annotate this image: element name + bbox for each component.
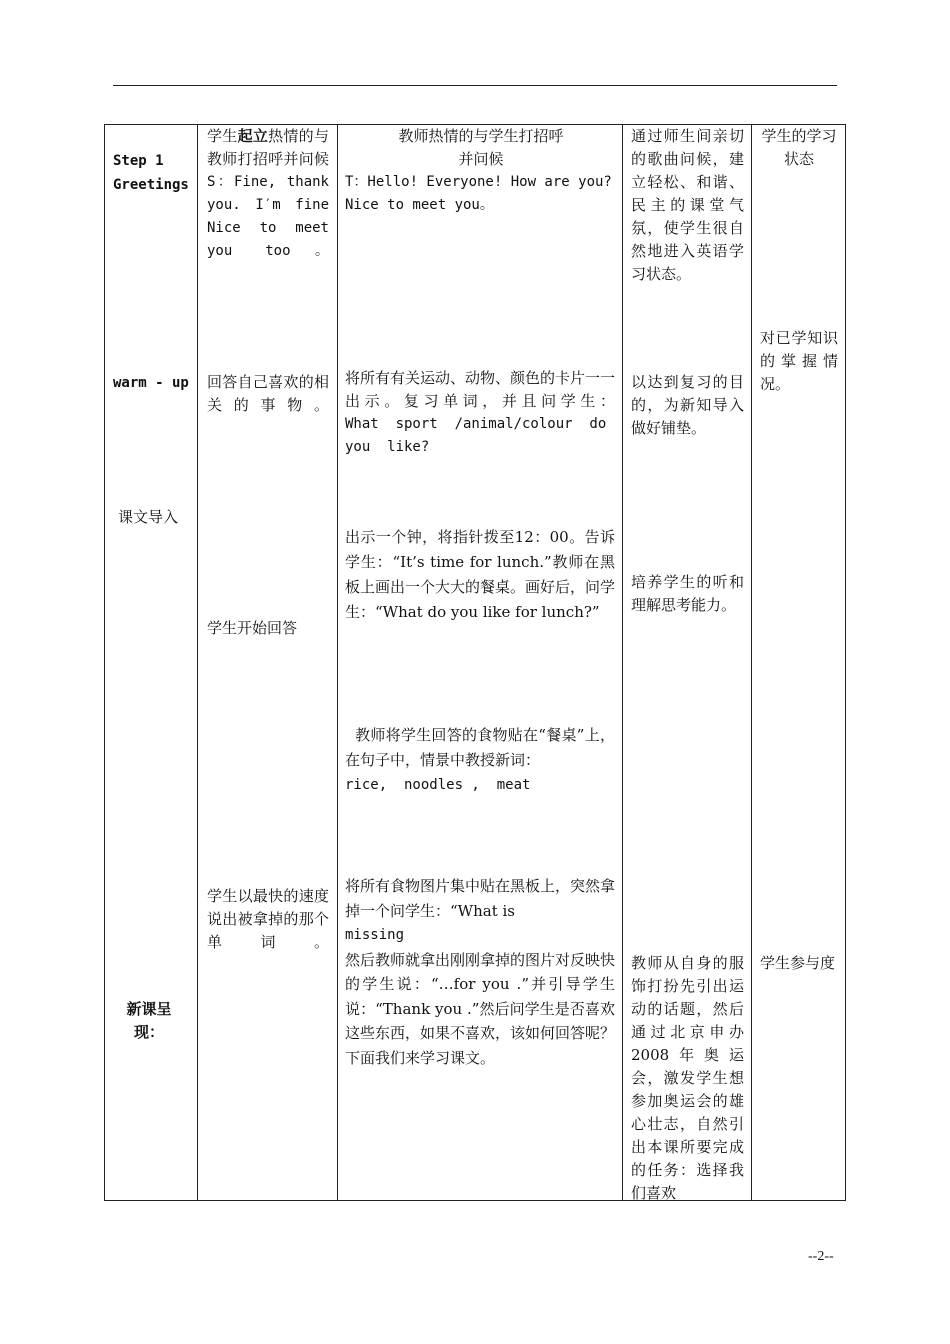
column-divider — [622, 124, 623, 1201]
newlesson-label: 新课呈 现： — [126, 1000, 172, 1041]
warmup-teacher-activity: 将所有有关运动、动物、颜色的卡片一一出示。复习单词，并且问学生： What sport /animal/colour do you like? — [345, 369, 616, 455]
warmup-purpose: 以达到复习的目的，为新知导入做好铺垫。 — [631, 373, 744, 437]
column-divider — [337, 124, 338, 1201]
intro-label: 课文导入 — [118, 508, 179, 526]
warmup-evaluation: 对已学知识的掌握情况。 — [760, 329, 838, 393]
intro-purpose: 培养学生的听和理解思考能力。 — [631, 573, 744, 614]
column-divider — [197, 124, 198, 1201]
intro-student-activity: 学生开始回答 — [207, 619, 298, 637]
newlesson-student-activity: 学生以最快的速度说出被拿掉的那个单词。 — [207, 887, 329, 951]
step-purpose: 通过师生间亲切的歌曲问候，建立轻松、和谐、民主的课堂气氛，使学生很自然地进入英语学习状态。 — [631, 127, 744, 283]
warmup-label: warm - up — [113, 375, 189, 391]
newlesson-purpose: 教师从自身的服饰打扮先引出运动的话题，然后通过北京申办2008年奥运会，激发学生想参加奥运会的雄心壮志，自然引出本课所要完成的任务：选择我们喜欢 — [631, 954, 744, 1202]
page-number: --2-- — [808, 1249, 834, 1264]
step-teacher-activity: 教师热情的与学生打招呼 并问候 T：Hello! Everyone! How are you? Nice to meet you。 — [345, 127, 612, 213]
header-rule — [113, 85, 837, 86]
newlesson-evaluation: 学生参与度 — [760, 954, 836, 972]
newlesson-teacher-activity: 将所有食物图片集中贴在黑板上，突然拿掉一个问学生：“What is missing 然后教师就拿出刚刚拿掉的图片对反映快的学生说：“…for you .”并引导学生说：“Thank you .”然后问学生是否喜欢这些东西，如果不喜欢，该如何回答呢？下面我们来学习课文。 — [345, 877, 616, 1067]
intro-teacher-activity: 出示一个钟，将指针拨至12：00。告诉学生：“It’s time for lunch.”教师在黑板上画出一个大大的餐桌。画好后，问学生：“What do you like for lunch?” — [345, 528, 616, 621]
intro-teacher-new-words: 教师将学生回答的食物贴在“餐桌”上，在句子中，情景中教授新词： rice, noodles , meat — [345, 726, 615, 793]
step-student-activity: 学生起立热情的与教师打招呼并问候 S：Fine, thank you. I′m fine Nice to meet you too。 — [207, 127, 329, 259]
step-evaluation: 学生的学习状态 — [761, 127, 837, 168]
column-divider — [751, 124, 752, 1201]
step-label: Step 1 Greetings — [113, 153, 189, 193]
warmup-student-activity: 回答自己喜欢的相关的事物。 — [207, 373, 329, 414]
